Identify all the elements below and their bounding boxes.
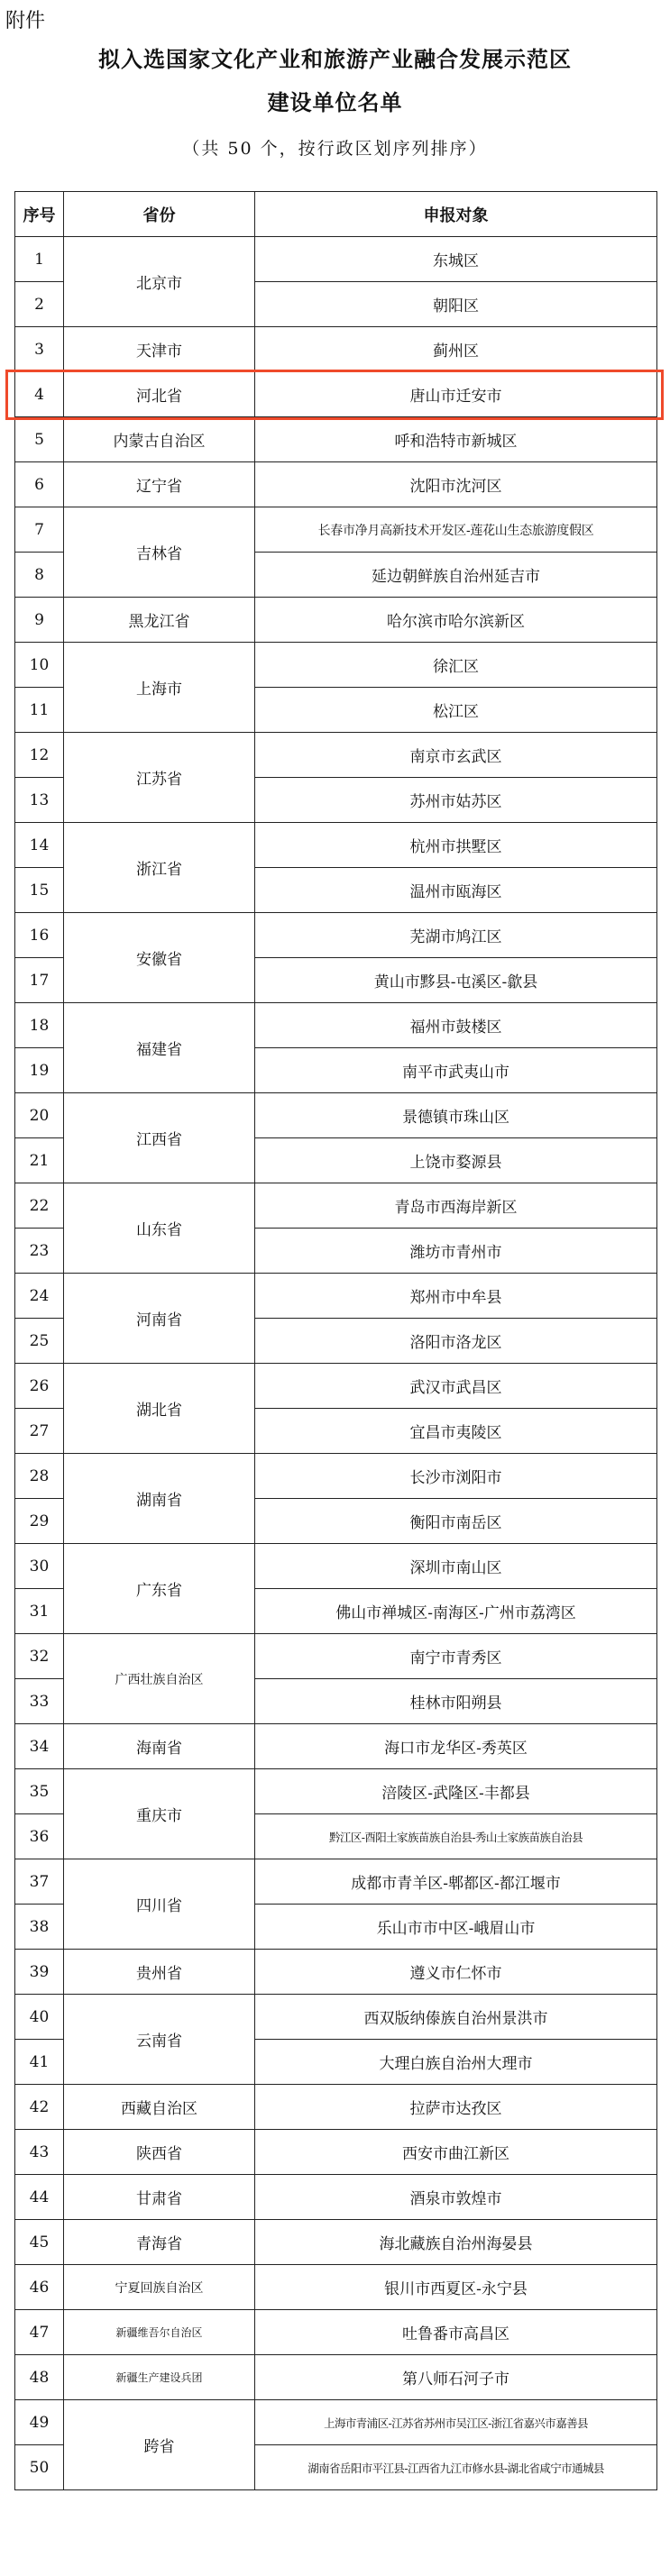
row-number: 29	[15, 1499, 64, 1544]
row-number: 24	[15, 1274, 64, 1319]
table-row	[15, 507, 657, 553]
row-number: 30	[15, 1544, 64, 1589]
province-cell: 江苏省	[64, 733, 255, 823]
province-cell: 重庆市	[64, 1769, 255, 1859]
province-cell: 西藏自治区	[64, 2085, 255, 2130]
applicant-cell: 南京市玄武区	[255, 733, 657, 778]
row-number: 32	[15, 1634, 64, 1679]
row-number: 1	[15, 237, 64, 282]
applicant-cell: 衡阳市南岳区	[255, 1499, 657, 1544]
applicant-cell: 乐山市市中区-峨眉山市	[255, 1905, 657, 1950]
applicant-cell: 海北藏族自治州海晏县	[255, 2220, 657, 2265]
table-row	[15, 913, 657, 958]
row-number: 42	[15, 2085, 64, 2130]
demonstration-zone-table	[14, 191, 657, 2490]
row-number: 36	[15, 1814, 64, 1859]
row-number: 37	[15, 1859, 64, 1905]
row-number: 45	[15, 2220, 64, 2265]
applicant-cell: 徐汇区	[255, 643, 657, 688]
row-number: 22	[15, 1183, 64, 1229]
row-number: 25	[15, 1319, 64, 1364]
row-number: 9	[15, 598, 64, 643]
table-row	[15, 1183, 657, 1229]
row-number: 48	[15, 2355, 64, 2400]
table-row	[15, 1995, 657, 2040]
row-number: 43	[15, 2130, 64, 2175]
province-cell: 浙江省	[64, 823, 255, 913]
table-row	[15, 1544, 657, 1589]
table-row	[15, 237, 657, 282]
row-number: 5	[15, 417, 64, 462]
table-row	[15, 2130, 657, 2175]
province-cell: 跨省	[64, 2400, 255, 2490]
province-cell: 新疆生产建设兵团	[64, 2355, 255, 2400]
table-row	[15, 372, 657, 417]
row-number: 14	[15, 823, 64, 868]
applicant-cell: 上饶市婺源县	[255, 1138, 657, 1183]
province-cell: 湖南省	[64, 1454, 255, 1544]
province-cell: 河南省	[64, 1274, 255, 1364]
province-cell: 河北省	[64, 372, 255, 417]
row-number: 13	[15, 778, 64, 823]
table-row	[15, 1950, 657, 1995]
row-number: 28	[15, 1454, 64, 1499]
applicant-cell: 郑州市中牟县	[255, 1274, 657, 1319]
applicant-cell: 西双版纳傣族自治州景洪市	[255, 1995, 657, 2040]
row-number: 40	[15, 1995, 64, 2040]
table-row	[15, 2220, 657, 2265]
table-row	[15, 1274, 657, 1319]
province-cell: 江西省	[64, 1093, 255, 1183]
applicant-cell: 成都市青羊区-郫都区-都江堰市	[255, 1859, 657, 1905]
province-cell: 北京市	[64, 237, 255, 327]
table-row	[15, 733, 657, 778]
page-title: 拟入选国家文化产业和旅游产业融合发展示范区	[98, 46, 572, 72]
applicant-cell: 湖南省岳阳市平江县-江西省九江市修水县-湖北省咸宁市通城县	[255, 2445, 657, 2490]
table-row	[15, 1769, 657, 1814]
province-cell: 广东省	[64, 1544, 255, 1634]
row-number: 41	[15, 2040, 64, 2085]
applicant-cell: 南平市武夷山市	[255, 1048, 657, 1093]
applicant-cell: 第八师石河子市	[255, 2355, 657, 2400]
table-row	[15, 643, 657, 688]
applicant-cell: 蓟州区	[255, 327, 657, 372]
row-number: 7	[15, 507, 64, 553]
row-number: 23	[15, 1229, 64, 1274]
applicant-cell: 景德镇市珠山区	[255, 1093, 657, 1138]
table-row	[15, 1093, 657, 1138]
applicant-cell: 芜湖市鸠江区	[255, 913, 657, 958]
table-row	[15, 2175, 657, 2220]
province-cell: 内蒙古自治区	[64, 417, 255, 462]
table-row	[15, 2310, 657, 2355]
province-cell: 吉林省	[64, 507, 255, 598]
table-row	[15, 598, 657, 643]
applicant-cell: 武汉市武昌区	[255, 1364, 657, 1409]
applicant-cell: 哈尔滨市哈尔滨新区	[255, 598, 657, 643]
table-row	[15, 823, 657, 868]
applicant-cell: 长春市净月高新技术开发区-莲花山生态旅游度假区	[255, 507, 657, 553]
row-number: 26	[15, 1364, 64, 1409]
applicant-cell: 黄山市黟县-屯溪区-歙县	[255, 958, 657, 1003]
applicant-cell: 呼和浩特市新城区	[255, 417, 657, 462]
province-cell: 广西壮族自治区	[64, 1634, 255, 1724]
row-number: 50	[15, 2445, 64, 2490]
province-cell: 云南省	[64, 1995, 255, 2085]
applicant-cell: 沈阳市沈河区	[255, 462, 657, 507]
province-cell: 甘肃省	[64, 2175, 255, 2220]
table-row	[15, 2355, 657, 2400]
province-cell: 山东省	[64, 1183, 255, 1274]
province-cell: 安徽省	[64, 913, 255, 1003]
province-cell: 宁夏回族自治区	[64, 2265, 255, 2310]
row-number: 16	[15, 913, 64, 958]
table-row	[15, 1859, 657, 1905]
row-number: 38	[15, 1905, 64, 1950]
applicant-cell: 青岛市西海岸新区	[255, 1183, 657, 1229]
column-header-applicant: 申报对象	[255, 192, 657, 237]
applicant-cell: 银川市西夏区-永宁县	[255, 2265, 657, 2310]
row-number: 2	[15, 282, 64, 327]
row-number: 17	[15, 958, 64, 1003]
table-row	[15, 1364, 657, 1409]
row-number: 12	[15, 733, 64, 778]
row-number: 19	[15, 1048, 64, 1093]
applicant-cell: 上海市青浦区-江苏省苏州市吴江区-浙江省嘉兴市嘉善县	[255, 2400, 657, 2445]
applicant-cell: 唐山市迁安市	[255, 372, 657, 417]
province-cell: 四川省	[64, 1859, 255, 1950]
table-row	[15, 462, 657, 507]
row-number: 11	[15, 688, 64, 733]
applicant-cell: 延边朝鲜族自治州延吉市	[255, 553, 657, 598]
applicant-cell: 朝阳区	[255, 282, 657, 327]
row-number: 31	[15, 1589, 64, 1634]
row-number: 49	[15, 2400, 64, 2445]
row-number: 6	[15, 462, 64, 507]
applicant-cell: 酒泉市敦煌市	[255, 2175, 657, 2220]
province-cell: 陕西省	[64, 2130, 255, 2175]
table-row	[15, 2400, 657, 2445]
row-number: 34	[15, 1724, 64, 1769]
row-number: 47	[15, 2310, 64, 2355]
table-row	[15, 327, 657, 372]
applicant-cell: 吐鲁番市高昌区	[255, 2310, 657, 2355]
applicant-cell: 长沙市浏阳市	[255, 1454, 657, 1499]
table-row	[15, 417, 657, 462]
row-number: 18	[15, 1003, 64, 1048]
province-cell: 福建省	[64, 1003, 255, 1093]
province-cell: 辽宁省	[64, 462, 255, 507]
applicant-cell: 海口市龙华区-秀英区	[255, 1724, 657, 1769]
applicant-cell: 温州市瓯海区	[255, 868, 657, 913]
province-cell: 湖北省	[64, 1364, 255, 1454]
table-row	[15, 1724, 657, 1769]
row-number: 21	[15, 1138, 64, 1183]
applicant-cell: 深圳市南山区	[255, 1544, 657, 1589]
applicant-cell: 东城区	[255, 237, 657, 282]
row-number: 10	[15, 643, 64, 688]
applicant-cell: 宜昌市夷陵区	[255, 1409, 657, 1454]
applicant-cell: 桂林市阳朔县	[255, 1679, 657, 1724]
table-row	[15, 1454, 657, 1499]
table-row	[15, 2085, 657, 2130]
row-number: 20	[15, 1093, 64, 1138]
table-row	[15, 1003, 657, 1048]
row-number: 27	[15, 1409, 64, 1454]
applicant-cell: 佛山市禅城区-南海区-广州市荔湾区	[255, 1589, 657, 1634]
applicant-cell: 西安市曲江新区	[255, 2130, 657, 2175]
row-number: 8	[15, 553, 64, 598]
row-number: 15	[15, 868, 64, 913]
row-number: 3	[15, 327, 64, 372]
applicant-cell: 洛阳市洛龙区	[255, 1319, 657, 1364]
column-header-number: 序号	[15, 192, 64, 237]
applicant-cell: 福州市鼓楼区	[255, 1003, 657, 1048]
province-cell: 贵州省	[64, 1950, 255, 1995]
province-cell: 新疆维吾尔自治区	[64, 2310, 255, 2355]
row-number: 46	[15, 2265, 64, 2310]
page-subtitle: （共 50 个，按行政区划序列排序）	[182, 139, 488, 159]
attachment-label: 附件	[5, 10, 46, 32]
column-header-province: 省份	[64, 192, 255, 237]
row-number: 44	[15, 2175, 64, 2220]
applicant-cell: 大理白族自治州大理市	[255, 2040, 657, 2085]
province-cell: 天津市	[64, 327, 255, 372]
applicant-cell: 松江区	[255, 688, 657, 733]
row-number: 39	[15, 1950, 64, 1995]
table-row	[15, 1634, 657, 1679]
applicant-cell: 涪陵区-武隆区-丰都县	[255, 1769, 657, 1814]
row-number: 33	[15, 1679, 64, 1724]
province-cell: 上海市	[64, 643, 255, 733]
row-number: 4	[15, 372, 64, 417]
province-cell: 黑龙江省	[64, 598, 255, 643]
province-cell: 海南省	[64, 1724, 255, 1769]
page-title-line2: 建设单位名单	[267, 89, 403, 115]
row-number: 35	[15, 1769, 64, 1814]
applicant-cell: 遵义市仁怀市	[255, 1950, 657, 1995]
applicant-cell: 黔江区-酉阳土家族苗族自治县-秀山土家族苗族自治县	[255, 1814, 657, 1859]
province-cell: 青海省	[64, 2220, 255, 2265]
table-row	[15, 2265, 657, 2310]
applicant-cell: 拉萨市达孜区	[255, 2085, 657, 2130]
applicant-cell: 南宁市青秀区	[255, 1634, 657, 1679]
applicant-cell: 潍坊市青州市	[255, 1229, 657, 1274]
applicant-cell: 苏州市姑苏区	[255, 778, 657, 823]
applicant-cell: 杭州市拱墅区	[255, 823, 657, 868]
table-header-row	[15, 192, 657, 237]
